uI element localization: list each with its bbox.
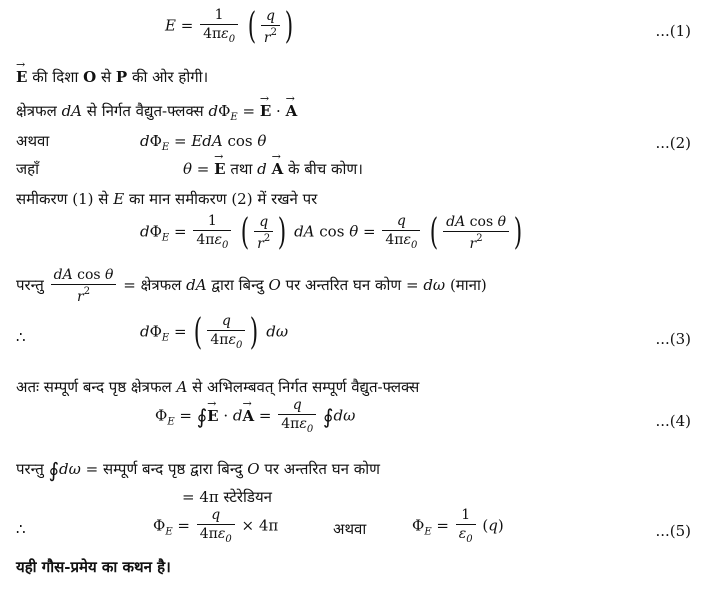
theta-definition: θ = → E तथा d → A के बीच कोण। xyxy=(183,162,363,177)
equation-number-1: ...(1) xyxy=(655,22,691,40)
equation-3: $d\Phi_E$ = ( $\frac{q}{4\pi\varepsilon_0}$ ) dω xyxy=(140,311,289,353)
therefore-symbol-2: ∴ xyxy=(16,520,26,538)
atah-text-2: से अभिलम्बवत् निर्गत सम्पूर्ण वैद्युत-फ्लक्स xyxy=(192,378,420,396)
direction-line: → E की दिशा O से P की ओर होगी। xyxy=(16,70,208,85)
se-text: से xyxy=(100,68,112,86)
kshetrafal-text: = क्षेत्रफल xyxy=(123,276,182,294)
direction-text: की दिशा xyxy=(32,68,79,86)
equation-2-line xyxy=(16,134,49,149)
conclusion-text: यही गौस-प्रमेय का कथन है। xyxy=(16,558,171,576)
therefore-symbol-1: ∴ xyxy=(16,328,26,346)
total-flux-line: अतः सम्पूर्ण बन्द पृष्ठ क्षेत्रफल A से अभिलम्बवत् निर्गत सम्पूर्ण वैद्युत-फ्लक्स xyxy=(16,378,420,396)
flux-expanded-equation: $d\Phi_E$ = $\frac{1}{4\pi\varepsilon_0}$ ( $\frac{q}{r^2}$ ) dA cos θ = $\frac{q}{4\pi\varepsilon_0}$ ( $\frac{\text{dA cos θ}}{r^2}$ ) xyxy=(140,211,523,253)
parantu-text-2: परन्तु xyxy=(16,460,44,478)
jahan-text: जहाँ xyxy=(16,160,39,178)
athva-text-2: अथवा xyxy=(333,520,367,538)
equation-5b: $\Phi_E$ = $\frac{1}{\varepsilon_0}$ (q) xyxy=(412,507,504,545)
equation-number-4: ...(4) xyxy=(655,412,691,430)
atah-text: अतः सम्पूर्ण बन्द पृष्ठ क्षेत्रफल xyxy=(16,378,172,396)
solid-angle-line: परन्तु $\frac{\text{dA cos θ}}{r^2}$ = क्षेत्रफल dA द्वारा बिन्दु O पर अन्तरित घन कोण = dω (माना) xyxy=(16,267,487,305)
dwara-bindu-text: द्वारा बिन्दु xyxy=(211,276,264,294)
mana-text: (माना) xyxy=(449,276,487,294)
direction-end-text: की ओर होगी। xyxy=(131,68,209,86)
tatha-text: तथा xyxy=(230,160,253,178)
parantu-text: परन्तु xyxy=(16,276,44,294)
equation-4: $\Phi_E$ = ∮→ E · d→ A = $\frac{q}{4\pi\varepsilon_0}$ ∮dω xyxy=(155,398,355,435)
equation-number-2: ...(2) xyxy=(655,134,691,152)
flux-intro-line: क्षेत्रफल dA से निर्गत वैद्युत-फ्लक्स $d\Phi_E$ = → E · → A xyxy=(16,104,297,123)
samikaran-text-2: का मान समीकरण (2) में रखने पर xyxy=(128,190,318,208)
par-antarit-text-2: पर अन्तरित घन कोण xyxy=(264,460,380,478)
athva-text: अथवा xyxy=(16,132,50,150)
beech-kon-text: के बीच कोण। xyxy=(287,160,363,178)
closed-solid-angle-line: परन्तु ∮dω = सम्पूर्ण बन्द पृष्ठ द्वारा बिन्दु O पर अन्तरित घन कोण xyxy=(16,458,380,482)
substitution-line: समीकरण (1) से E का मान समीकरण (2) में रखने पर xyxy=(16,190,318,208)
par-antarit-text: पर अन्तरित घन कोण = xyxy=(285,276,419,294)
steradian-line: = 4π स्टेरेडियन xyxy=(182,488,272,506)
equation-1: E = $\frac{1}{4\pi\varepsilon_0}$ ( $\frac{q}{r^2}$ ) xyxy=(165,5,294,47)
flux-intro-text: क्षेत्रफल xyxy=(16,102,57,120)
samikaran-text: समीकरण (1) से xyxy=(16,190,109,208)
flux-intro-text-2: से निर्गत वैद्युत-फ्लक्स xyxy=(86,102,204,120)
equation-number-5: ...(5) xyxy=(655,522,691,540)
equation-2: $d\Phi_E$ = EdA cos θ xyxy=(140,132,267,153)
jahan-line xyxy=(16,162,39,177)
sampurn-text: = सम्पूर्ण बन्द पृष्ठ द्वारा बिन्दु xyxy=(85,460,243,478)
equation-number-3: ...(3) xyxy=(655,330,691,348)
equation-5a: $\Phi_E$ = $\frac{q}{4\pi\varepsilon_0}$ × 4π xyxy=(153,507,279,545)
